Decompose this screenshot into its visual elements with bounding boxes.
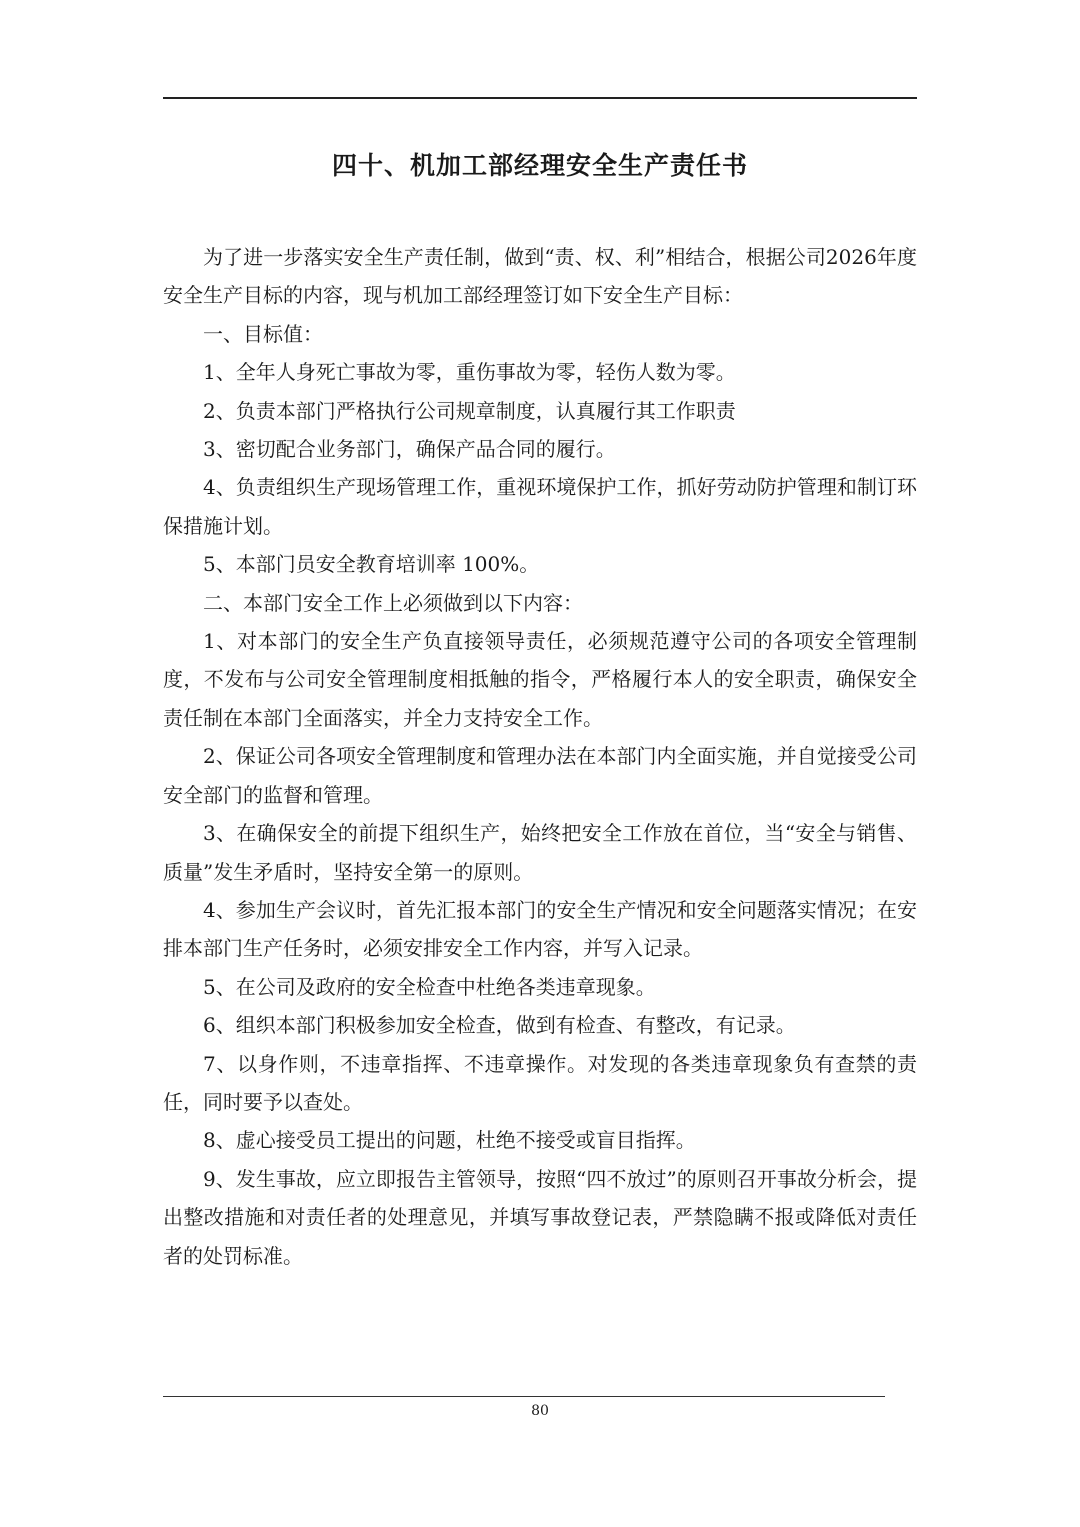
list-item: 4、负责组织生产现场管理工作，重视环境保护工作，抓好劳动防护管理和制订环保措施计划。 <box>163 475 917 538</box>
header-rule <box>163 97 917 99</box>
list-item: 2、负责本部门严格执行公司规章制度，认真履行其工作职责 <box>203 398 736 423</box>
list-item: 3、密切配合业务部门，确保产品合同的履行。 <box>203 437 616 462</box>
list-item: 5、本部门员安全教育培训率 100%。 <box>203 552 540 577</box>
list-item: 4、参加生产会议时，首先汇报本部门的安全生产情况和安全问题落实情况；在安排本部门生产任务时，必须安排安全工作内容，并写入记录。 <box>163 897 917 961</box>
list-item: 7、以身作则，不违章指挥、不违章操作。对发现的各类违章现象负有查禁的责任，同时要予以查处。 <box>163 1051 917 1114</box>
list-item: 3、在确保安全的前提下组织生产，始终把安全工作放在首位，当“安全与销售、质量”发生矛盾时，坚持安全第一的原则。 <box>163 821 917 884</box>
document-body <box>163 238 917 1275</box>
document-title: 四十、机加工部经理安全生产责任书 <box>331 151 748 180</box>
list-item: 2、保证公司各项安全管理制度和管理办法在本部门内全面实施，并自觉接受公司安全部门的监督和管理。 <box>163 744 917 807</box>
list-item: 9、发生事故，应立即报告主管领导，按照“四不放过”的原则召开事故分析会，提出整改措施和对责任者的处理意见，并填写事故登记表，严禁隐瞒不报或降低对责任者的处罚标准。 <box>163 1166 917 1268</box>
section-heading: 二、本部门安全工作上必须做到以下内容： <box>203 590 583 615</box>
list-item: 5、在公司及政府的安全检查中杜绝各类违章现象。 <box>203 974 656 999</box>
list-item: 6、组织本部门积极参加安全检查，做到有检查、有整改，有记录。 <box>203 1013 796 1038</box>
page-number: 80 <box>531 1403 549 1419</box>
footer-rule <box>163 1396 885 1397</box>
intro-paragraph: 为了进一步落实安全生产责任制，做到“责、权、利”相结合，根据公司2026年度安全生产目标的内容，现与机加工部经理签订如下安全生产目标： <box>163 245 917 308</box>
list-item: 1、全年人身死亡事故为零，重伤事故为零，轻伤人数为零。 <box>203 360 736 385</box>
list-item: 1、对本部门的安全生产负直接领导责任，必须规范遵守公司的各项安全管理制度，不发布与公司安全管理制度相抵触的指令，严格履行本人的安全职责，确保安全责任制在本部门全面落实，并全力支持安全工作。 <box>163 629 917 730</box>
list-item: 8、虚心接受员工提出的问题，杜绝不接受或盲目指挥。 <box>203 1128 696 1153</box>
section-heading: 一、目标值： <box>203 321 323 346</box>
